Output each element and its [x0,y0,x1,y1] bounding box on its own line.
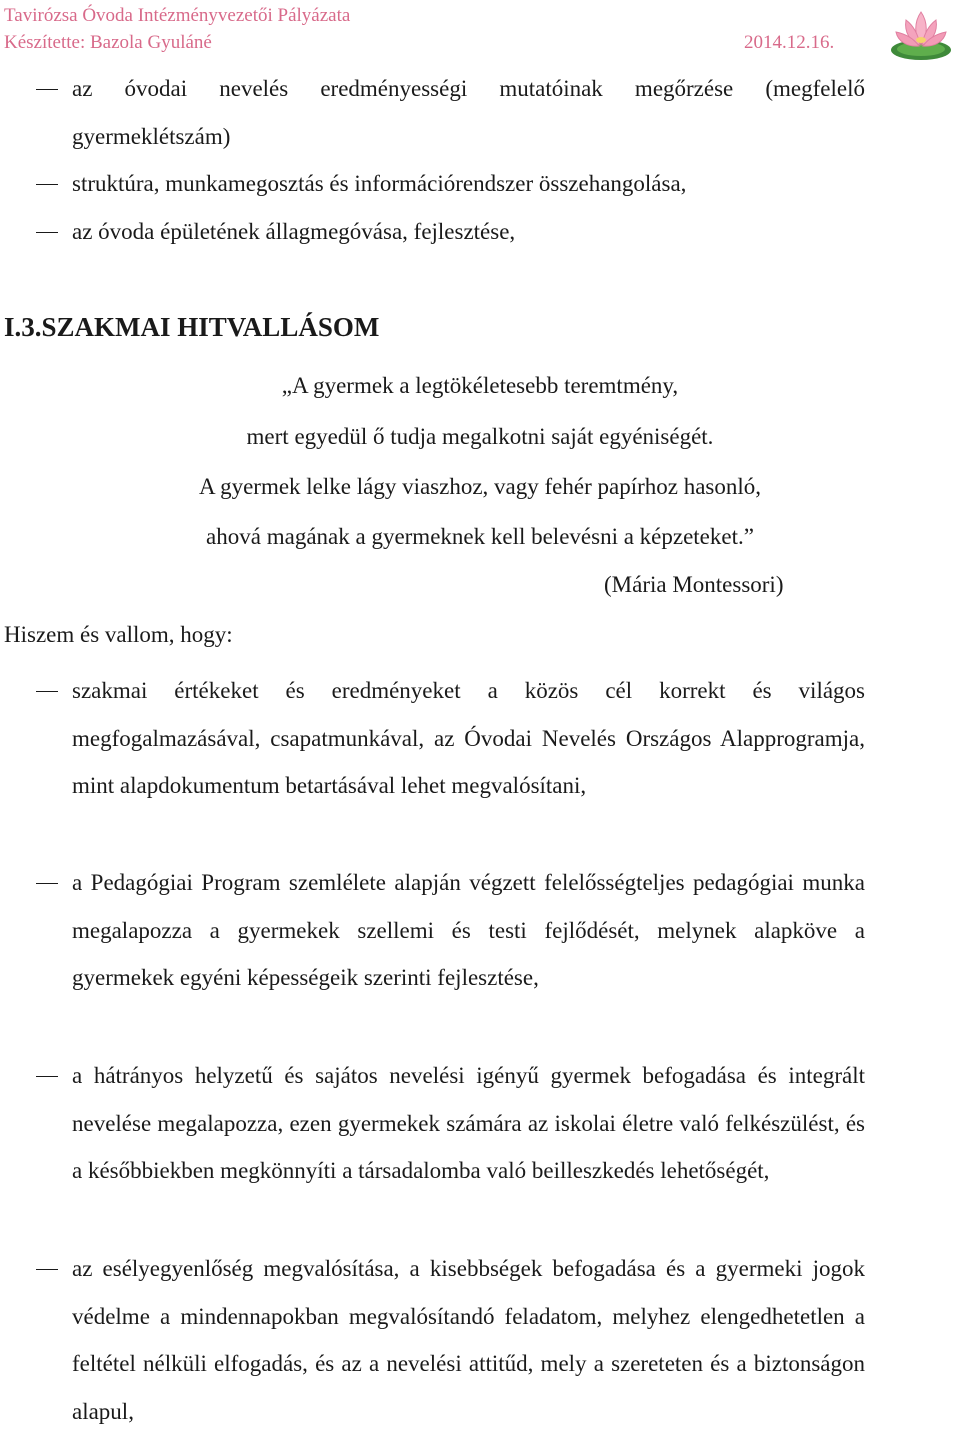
header-date: 2014.12.16. [744,32,835,53]
water-lily-icon [888,4,954,62]
header-title: Tavirózsa Óvoda Intézményvezetői Pályázata [4,5,351,26]
quote-line: ahová magának a gyermeknek kell belevésni a képzeteket.” [206,524,754,549]
list-item: az óvodai nevelés eredményességi mutatóinak megőrzése (megfelelő gyermeklétszám) [72,65,865,160]
section-title: I.3.SZAKMAI HITVALLÁSOM [4,312,380,342]
intro-text: Hiszem és vallom, hogy: [4,622,233,647]
list-item: a Pedagógiai Program szemlélete alapján végzett felelősségteljes pedagógiai munka megalapozza a gyermekek szellemi és testi fejlődését, melynek alapköve a gyermekek egyéni képességeik szerinti fejlesztése, [72,859,865,1002]
list-item: a hátrányos helyzetű és sajátos nevelési igényű gyermek befogadása és integrált nevelése megalapozza, ezen gyermekek számára az iskolai életre való felkészülést, és a későbbiekben megkönnyíti a társadalomba való beilleszkedés lehetőségét, [72,1052,865,1195]
list-item: szakmai értékeket és eredményeket a közös cél korrekt és világos megfogalmazásával, csapatmunkával, az Óvodai Nevelés Országos Alapprogramja, mint alapdokumentum betartásával lehet megvalósítani, [72,667,865,810]
quote-line: A gyermek lelke lágy viaszhoz, vagy fehér papírhoz hasonló, [198,474,762,499]
list-item: az óvoda épületének állagmegóvása, fejlesztése, [72,208,865,256]
page-header [4,0,956,62]
header-author: Készítette: Bazola Gyuláné [4,32,212,53]
quote-author: (Mária Montessori) [604,572,784,597]
list-item: az esélyegyenlőség megvalósítása, a kisebbségek befogadása és a gyermeki jogok védelme a mindennapokban megvalósítandó feladatom, melyhez elengedhetetlen a feltétel nélküli elfogadás, és az a nevelési attitűd, mely a szereteten és a biztonságon alapul, [72,1245,865,1436]
quote-line: „A gyermek a legtökéletesebb teremtmény, [281,373,679,398]
list-item: struktúra, munkamegosztás és információrendszer összehangolása, [72,160,865,208]
quote-line: mert egyedül ő tudja megalkotni saját egyéniségét. [246,424,714,449]
